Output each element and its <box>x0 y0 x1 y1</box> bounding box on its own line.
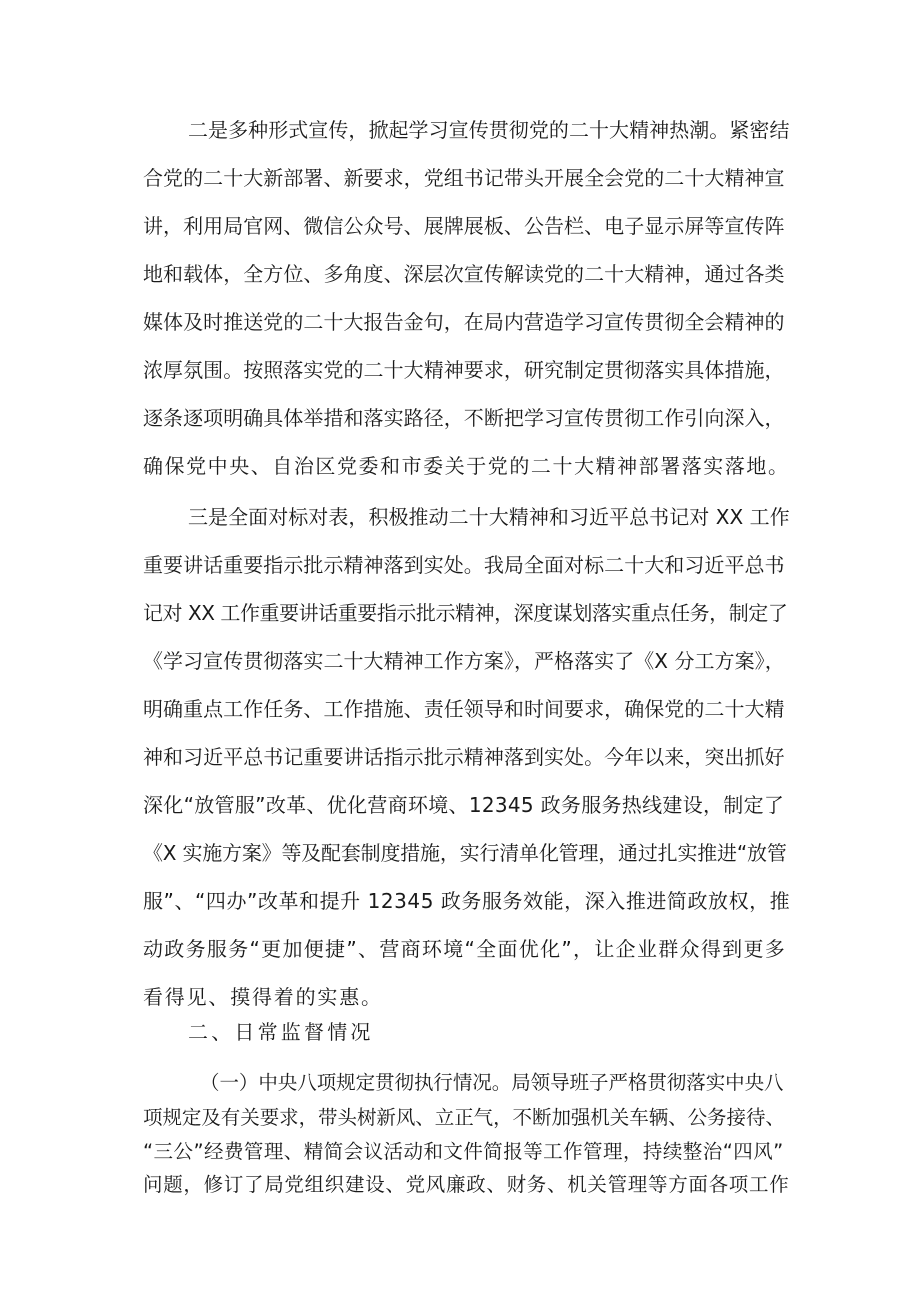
text-line: 浓厚氛围。按照落实党的二十大精神要求，研究制定贯彻落实具体措施， <box>143 358 785 382</box>
text-line: 重要讲话重要指示批示精神落到实处。我局全面对标二十大和习近平总书 <box>143 553 785 577</box>
text-line: 记对 XX 工作重要讲话重要指示批示精神，深度谋划落实重点任务，制定了 <box>143 601 788 625</box>
text-line: 《X 实施方案》等及配套制度措施，实行清单化管理，通过扎实推进“放管 <box>143 841 787 865</box>
text-line: 确保党中央、自治区党委和市委关于党的二十大精神部署落实落地。 <box>143 454 790 478</box>
text-line: 明确重点工作任务、工作措施、责任领导和时间要求，确保党的二十大精 <box>143 697 785 721</box>
text-line: 讲，利用局官网、微信公众号、展牌展板、公告栏、电子显示屏等宣传阵 <box>143 214 785 238</box>
text-line: 地和载体，全方位、多角度、深层次宣传解读党的二十大精神，通过各类 <box>143 262 785 286</box>
text-line: 二是多种形式宣传，掀起学习宣传贯彻党的二十大精神热潮。紧密结 <box>188 118 790 142</box>
text-line: 媒体及时推送党的二十大报告金句，在局内营造学习宣传贯彻全会精神的 <box>143 310 785 334</box>
text-line: 服”、“四办”改革和提升 12345 政务服务效能，深入推进简政放权，推 <box>143 889 791 913</box>
text-line: 看得见、摸得着的实惠。 <box>143 985 383 1009</box>
text-line: 逐条逐项明确具体举措和落实路径，不断把学习宣传贯彻工作引向深入， <box>143 406 785 430</box>
text-line: 合党的二十大新部署、新要求，党组书记带头开展全会党的二十大精神宣 <box>143 166 785 190</box>
text-line: （一）中央八项规定贯彻执行情况。局领导班子严格贯彻落实中央八 <box>200 1071 784 1094</box>
text-line: 三是全面对标对表，积极推动二十大精神和习近平总书记对 XX 工作 <box>188 505 790 529</box>
text-line: 深化“放管服”改革、优化营商环境、12345 政务服务热线建设，制定了 <box>143 793 785 817</box>
text-line: 神和习近平总书记重要讲话指示批示精神落到实处。今年以来，突出抓好 <box>143 745 785 769</box>
text-line: “三公”经费管理、精简会议活动和文件简报等工作管理，持续整治“四风” <box>143 1140 784 1163</box>
text-line: 《学习宣传贯彻落实二十大精神工作方案》，严格落实了《X 分工方案》， <box>143 649 785 673</box>
text-line: 动政务服务“更加便捷”、营商环境“全面优化”，让企业群众得到更多 <box>143 937 787 961</box>
text-line: 项规定及有关要求，带头树新风、立正气，不断加强机关车辆、公务接待、 <box>143 1106 785 1129</box>
section-heading: 二、日常监督情况 <box>188 1020 374 1044</box>
text-line: 问题，修订了局党组织建设、党风廉政、财务、机关管理等方面各项工作 <box>143 1173 790 1196</box>
